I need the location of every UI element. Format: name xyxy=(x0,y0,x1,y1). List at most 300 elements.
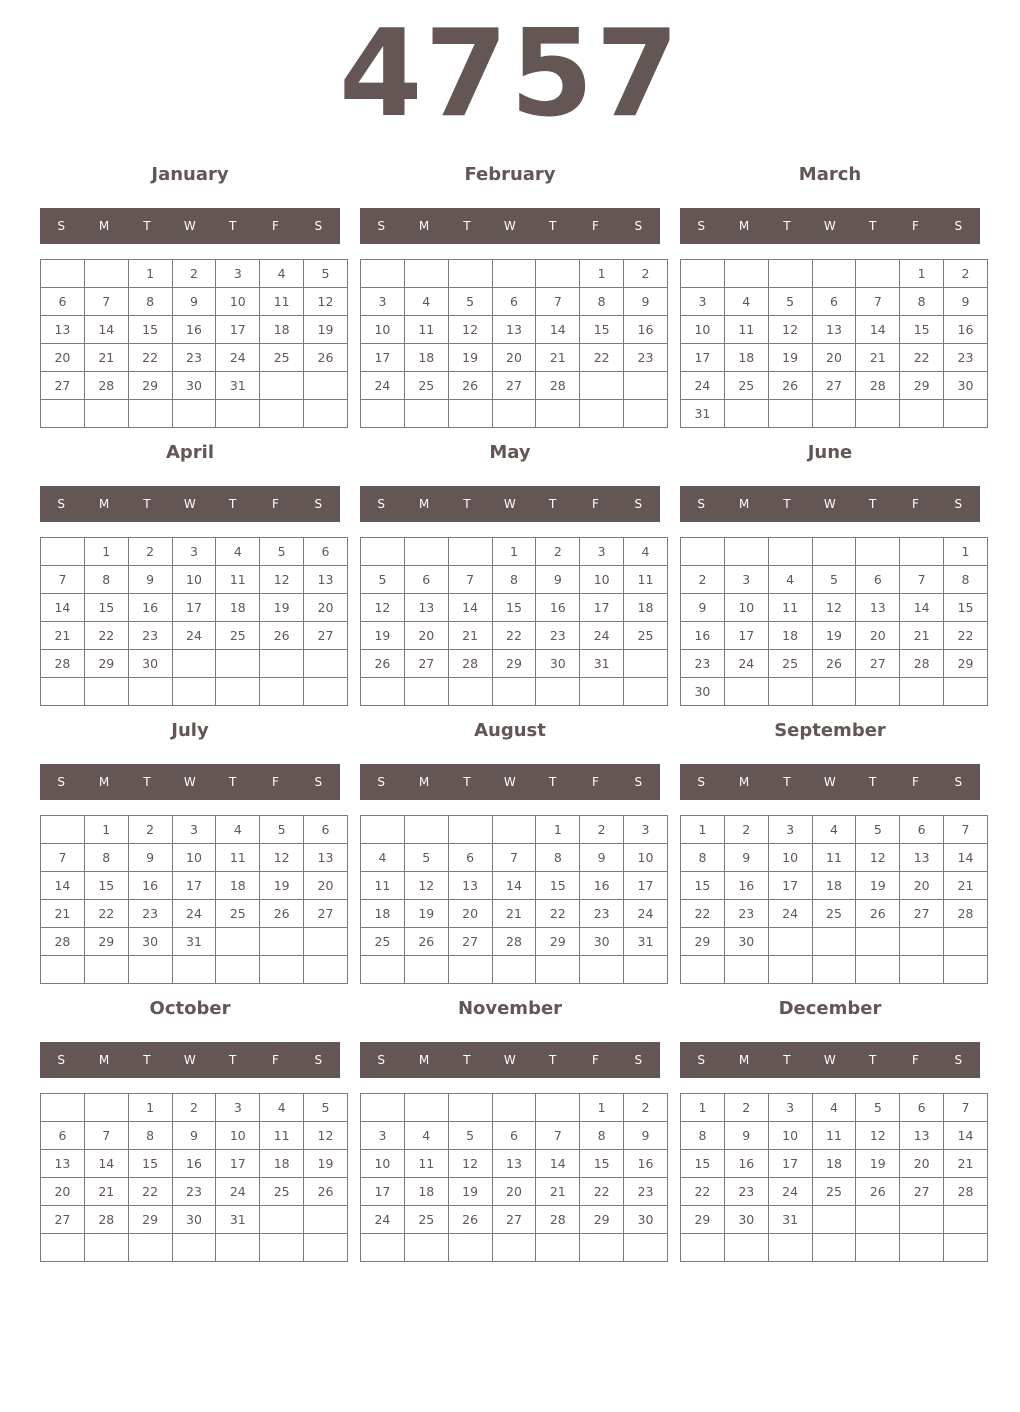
day-cell: 17 xyxy=(172,872,216,900)
month-title: November xyxy=(457,998,563,1019)
day-cell: 5 xyxy=(404,844,448,872)
week-row xyxy=(41,650,348,678)
weekday-label: T xyxy=(868,219,877,233)
empty-cell xyxy=(724,678,768,706)
day-cell: 21 xyxy=(536,344,580,372)
empty-cell xyxy=(681,260,725,288)
day-cell: 11 xyxy=(768,594,812,622)
empty-cell xyxy=(492,400,536,428)
empty-cell xyxy=(404,260,448,288)
week-row xyxy=(361,872,668,900)
day-cell: 19 xyxy=(448,344,492,372)
day-cell: 20 xyxy=(492,1178,536,1206)
day-cell: 26 xyxy=(448,1206,492,1234)
week-row xyxy=(681,260,988,288)
weekday-label: T xyxy=(548,497,557,511)
day-cell: 31 xyxy=(216,372,260,400)
empty-cell xyxy=(128,400,172,428)
empty-cell xyxy=(304,1206,348,1234)
day-cell: 6 xyxy=(812,288,856,316)
empty-cell xyxy=(900,1234,944,1262)
day-cell: 12 xyxy=(361,594,405,622)
week-row xyxy=(361,260,668,288)
day-cell: 23 xyxy=(681,650,725,678)
day-cell: 20 xyxy=(856,622,900,650)
day-cell: 14 xyxy=(41,872,85,900)
month-title: March xyxy=(798,164,862,185)
day-cell: 1 xyxy=(492,538,536,566)
weekday-label: T xyxy=(463,775,472,789)
day-cell: 30 xyxy=(128,650,172,678)
empty-cell xyxy=(856,1234,900,1262)
day-grid xyxy=(680,537,988,706)
empty-cell xyxy=(856,538,900,566)
day-cell: 13 xyxy=(41,316,85,344)
day-cell: 27 xyxy=(492,372,536,400)
weekday-header xyxy=(680,764,980,800)
day-cell: 17 xyxy=(361,1178,405,1206)
day-cell: 13 xyxy=(900,844,944,872)
day-cell: 2 xyxy=(128,538,172,566)
week-row xyxy=(41,844,348,872)
day-cell: 19 xyxy=(260,872,304,900)
week-row xyxy=(41,344,348,372)
day-cell: 16 xyxy=(536,594,580,622)
empty-cell xyxy=(580,1234,624,1262)
day-cell: 7 xyxy=(492,844,536,872)
day-cell: 7 xyxy=(900,566,944,594)
month-title: January xyxy=(151,164,229,185)
weekday-label: S xyxy=(954,497,963,511)
day-cell: 28 xyxy=(41,650,85,678)
weekday-label: S xyxy=(314,219,323,233)
day-cell: 4 xyxy=(361,844,405,872)
weekday-label: M xyxy=(738,1053,750,1067)
day-cell: 28 xyxy=(84,372,128,400)
empty-cell xyxy=(768,538,812,566)
day-cell: 20 xyxy=(304,872,348,900)
weekday-label: S xyxy=(57,1053,66,1067)
week-row xyxy=(361,538,668,566)
empty-cell xyxy=(172,400,216,428)
empty-cell xyxy=(724,538,768,566)
day-cell: 16 xyxy=(580,872,624,900)
weekday-label: M xyxy=(98,497,110,511)
empty-cell xyxy=(128,1234,172,1262)
day-cell: 16 xyxy=(172,1150,216,1178)
empty-cell xyxy=(260,372,304,400)
day-cell: 26 xyxy=(260,900,304,928)
empty-cell xyxy=(260,956,304,984)
weekday-label: T xyxy=(548,219,557,233)
day-cell: 17 xyxy=(216,1150,260,1178)
empty-cell xyxy=(448,678,492,706)
day-cell: 19 xyxy=(404,900,448,928)
day-cell: 27 xyxy=(900,900,944,928)
weekday-header xyxy=(680,1042,980,1078)
empty-cell xyxy=(580,956,624,984)
weekday-label: F xyxy=(272,775,280,789)
empty-cell xyxy=(41,1094,85,1122)
empty-cell xyxy=(812,538,856,566)
day-cell: 26 xyxy=(361,650,405,678)
empty-cell xyxy=(404,538,448,566)
day-cell: 2 xyxy=(624,1094,668,1122)
day-cell: 3 xyxy=(681,288,725,316)
week-row xyxy=(361,400,668,428)
day-cell: 8 xyxy=(84,566,128,594)
day-cell: 7 xyxy=(856,288,900,316)
week-row xyxy=(361,678,668,706)
day-cell: 11 xyxy=(260,1122,304,1150)
day-cell: 8 xyxy=(681,844,725,872)
day-cell: 31 xyxy=(624,928,668,956)
empty-cell xyxy=(216,678,260,706)
empty-cell xyxy=(172,1234,216,1262)
day-cell: 14 xyxy=(944,844,988,872)
day-cell: 27 xyxy=(304,900,348,928)
day-cell: 26 xyxy=(812,650,856,678)
day-cell: 31 xyxy=(216,1206,260,1234)
day-cell: 2 xyxy=(724,1094,768,1122)
weekday-label: F xyxy=(592,1053,600,1067)
day-cell: 10 xyxy=(172,844,216,872)
empty-cell xyxy=(304,372,348,400)
week-row xyxy=(361,594,668,622)
weekday-label: F xyxy=(272,219,280,233)
week-row xyxy=(681,1122,988,1150)
day-cell: 5 xyxy=(361,566,405,594)
day-cell: 5 xyxy=(260,816,304,844)
weekday-label: T xyxy=(228,775,237,789)
day-cell: 5 xyxy=(812,566,856,594)
day-cell: 13 xyxy=(304,844,348,872)
day-cell: 18 xyxy=(361,900,405,928)
day-cell: 10 xyxy=(580,566,624,594)
empty-cell xyxy=(492,678,536,706)
empty-cell xyxy=(536,956,580,984)
day-cell: 28 xyxy=(41,928,85,956)
empty-cell xyxy=(128,956,172,984)
day-cell: 5 xyxy=(260,538,304,566)
day-cell: 3 xyxy=(768,1094,812,1122)
day-cell: 27 xyxy=(492,1206,536,1234)
weekday-label: T xyxy=(228,219,237,233)
day-cell: 19 xyxy=(260,594,304,622)
week-row xyxy=(681,872,988,900)
day-grid xyxy=(680,259,988,428)
weekday-label: W xyxy=(823,1053,837,1067)
weekday-header xyxy=(360,486,660,522)
day-cell: 18 xyxy=(624,594,668,622)
empty-cell xyxy=(812,1206,856,1234)
week-row xyxy=(41,594,348,622)
weekday-label: W xyxy=(183,497,197,511)
day-cell: 1 xyxy=(128,260,172,288)
day-cell: 24 xyxy=(361,372,405,400)
day-cell: 27 xyxy=(404,650,448,678)
day-cell: 10 xyxy=(216,288,260,316)
empty-cell xyxy=(304,678,348,706)
weekday-header xyxy=(360,764,660,800)
day-cell: 15 xyxy=(580,1150,624,1178)
empty-cell xyxy=(304,650,348,678)
day-cell: 4 xyxy=(216,816,260,844)
day-cell: 20 xyxy=(41,344,85,372)
day-cell: 12 xyxy=(304,1122,348,1150)
year-title: 4757 xyxy=(339,5,681,144)
day-cell: 8 xyxy=(84,844,128,872)
day-cell: 26 xyxy=(404,928,448,956)
day-cell: 19 xyxy=(812,622,856,650)
day-cell: 30 xyxy=(580,928,624,956)
day-cell: 11 xyxy=(216,566,260,594)
weekday-label: F xyxy=(592,497,600,511)
day-cell: 23 xyxy=(724,1178,768,1206)
empty-cell xyxy=(812,678,856,706)
day-cell: 29 xyxy=(84,928,128,956)
week-row xyxy=(41,816,348,844)
day-cell: 5 xyxy=(448,1122,492,1150)
day-cell: 2 xyxy=(536,538,580,566)
day-cell: 25 xyxy=(216,622,260,650)
weekday-label: T xyxy=(463,497,472,511)
weekday-label: T xyxy=(783,775,792,789)
day-cell: 14 xyxy=(856,316,900,344)
empty-cell xyxy=(448,1094,492,1122)
day-cell: 4 xyxy=(404,1122,448,1150)
day-cell: 7 xyxy=(84,1122,128,1150)
day-cell: 2 xyxy=(681,566,725,594)
empty-cell xyxy=(768,678,812,706)
day-cell: 28 xyxy=(536,1206,580,1234)
month-title: September xyxy=(774,720,886,741)
weekday-label: W xyxy=(183,775,197,789)
weekday-label: W xyxy=(503,1053,517,1067)
day-cell: 23 xyxy=(172,1178,216,1206)
weekday-label: S xyxy=(954,219,963,233)
week-row xyxy=(361,1150,668,1178)
day-cell: 21 xyxy=(492,900,536,928)
empty-cell xyxy=(84,260,128,288)
day-cell: 11 xyxy=(361,872,405,900)
empty-cell xyxy=(404,678,448,706)
weekday-label: W xyxy=(503,775,517,789)
weekday-label: S xyxy=(634,497,643,511)
day-cell: 12 xyxy=(448,316,492,344)
empty-cell xyxy=(624,372,668,400)
day-cell: 22 xyxy=(580,344,624,372)
day-cell: 26 xyxy=(304,344,348,372)
weekday-label: F xyxy=(912,497,920,511)
day-cell: 1 xyxy=(128,1094,172,1122)
day-cell: 25 xyxy=(624,622,668,650)
day-cell: 25 xyxy=(724,372,768,400)
weekday-label: S xyxy=(377,497,386,511)
weekday-label: S xyxy=(634,775,643,789)
day-cell: 2 xyxy=(624,260,668,288)
day-cell: 18 xyxy=(216,872,260,900)
day-cell: 27 xyxy=(856,650,900,678)
weekday-label: T xyxy=(548,1053,557,1067)
day-grid xyxy=(40,1093,348,1262)
day-cell: 17 xyxy=(724,622,768,650)
day-cell: 2 xyxy=(944,260,988,288)
week-row xyxy=(681,566,988,594)
day-cell: 18 xyxy=(260,316,304,344)
day-cell: 8 xyxy=(944,566,988,594)
week-row xyxy=(361,956,668,984)
day-cell: 4 xyxy=(724,288,768,316)
day-cell: 30 xyxy=(536,650,580,678)
week-row xyxy=(681,1234,988,1262)
day-cell: 16 xyxy=(128,872,172,900)
day-cell: 8 xyxy=(536,844,580,872)
weekday-label: F xyxy=(912,1053,920,1067)
week-row xyxy=(361,1178,668,1206)
day-cell: 17 xyxy=(172,594,216,622)
empty-cell xyxy=(404,956,448,984)
day-cell: 20 xyxy=(404,622,448,650)
weekday-label: F xyxy=(592,775,600,789)
empty-cell xyxy=(84,956,128,984)
month-title: October xyxy=(149,998,231,1019)
empty-cell xyxy=(404,816,448,844)
week-row xyxy=(361,900,668,928)
weekday-label: T xyxy=(783,219,792,233)
day-cell: 28 xyxy=(448,650,492,678)
day-cell: 13 xyxy=(900,1122,944,1150)
month-title: June xyxy=(807,442,853,463)
empty-cell xyxy=(41,816,85,844)
day-cell: 18 xyxy=(216,594,260,622)
empty-cell xyxy=(856,260,900,288)
day-cell: 1 xyxy=(681,816,725,844)
week-row xyxy=(681,650,988,678)
day-cell: 17 xyxy=(768,1150,812,1178)
day-cell: 3 xyxy=(724,566,768,594)
week-row xyxy=(41,400,348,428)
week-row xyxy=(681,594,988,622)
day-cell: 3 xyxy=(172,816,216,844)
day-cell: 14 xyxy=(944,1122,988,1150)
day-cell: 12 xyxy=(304,288,348,316)
day-cell: 7 xyxy=(944,816,988,844)
day-cell: 20 xyxy=(812,344,856,372)
empty-cell xyxy=(944,956,988,984)
week-row xyxy=(361,372,668,400)
day-cell: 22 xyxy=(84,622,128,650)
day-cell: 15 xyxy=(84,594,128,622)
month-title: May xyxy=(489,442,531,463)
day-cell: 12 xyxy=(768,316,812,344)
week-row xyxy=(681,372,988,400)
empty-cell xyxy=(216,400,260,428)
day-cell: 17 xyxy=(681,344,725,372)
day-cell: 29 xyxy=(492,650,536,678)
week-row xyxy=(41,1178,348,1206)
week-row xyxy=(361,1094,668,1122)
day-cell: 25 xyxy=(361,928,405,956)
weekday-header xyxy=(40,1042,340,1078)
day-cell: 22 xyxy=(944,622,988,650)
empty-cell xyxy=(624,1234,668,1262)
empty-cell xyxy=(944,400,988,428)
empty-cell xyxy=(448,816,492,844)
weekday-header xyxy=(360,208,660,244)
empty-cell xyxy=(768,956,812,984)
week-row xyxy=(41,928,348,956)
week-row xyxy=(41,1206,348,1234)
month-title: August xyxy=(474,720,546,741)
week-row xyxy=(41,872,348,900)
day-cell: 15 xyxy=(128,1150,172,1178)
weekday-header xyxy=(680,486,980,522)
weekday-label: T xyxy=(463,219,472,233)
empty-cell xyxy=(361,538,405,566)
day-cell: 21 xyxy=(900,622,944,650)
empty-cell xyxy=(492,260,536,288)
week-row xyxy=(361,650,668,678)
week-row xyxy=(41,288,348,316)
day-cell: 12 xyxy=(404,872,448,900)
day-cell: 24 xyxy=(172,900,216,928)
day-cell: 1 xyxy=(580,260,624,288)
empty-cell xyxy=(260,1234,304,1262)
day-cell: 13 xyxy=(404,594,448,622)
weekday-label: S xyxy=(377,775,386,789)
week-row xyxy=(41,538,348,566)
empty-cell xyxy=(812,928,856,956)
day-cell: 10 xyxy=(724,594,768,622)
day-cell: 11 xyxy=(812,1122,856,1150)
day-cell: 13 xyxy=(304,566,348,594)
empty-cell xyxy=(724,956,768,984)
weekday-label: S xyxy=(697,1053,706,1067)
day-cell: 6 xyxy=(41,288,85,316)
empty-cell xyxy=(260,400,304,428)
day-cell: 10 xyxy=(216,1122,260,1150)
day-cell: 10 xyxy=(361,1150,405,1178)
day-cell: 5 xyxy=(304,1094,348,1122)
day-cell: 26 xyxy=(448,372,492,400)
day-cell: 19 xyxy=(856,872,900,900)
day-cell: 30 xyxy=(724,928,768,956)
day-cell: 12 xyxy=(856,1122,900,1150)
week-row xyxy=(41,1094,348,1122)
day-cell: 22 xyxy=(128,1178,172,1206)
week-row xyxy=(681,1094,988,1122)
day-cell: 24 xyxy=(724,650,768,678)
day-cell: 17 xyxy=(768,872,812,900)
day-cell: 13 xyxy=(492,1150,536,1178)
week-row xyxy=(41,260,348,288)
day-cell: 6 xyxy=(492,288,536,316)
empty-cell xyxy=(900,956,944,984)
day-cell: 14 xyxy=(84,1150,128,1178)
empty-cell xyxy=(624,956,668,984)
day-cell: 26 xyxy=(856,1178,900,1206)
day-cell: 28 xyxy=(944,1178,988,1206)
day-cell: 13 xyxy=(492,316,536,344)
empty-cell xyxy=(260,928,304,956)
day-cell: 15 xyxy=(536,872,580,900)
empty-cell xyxy=(900,928,944,956)
week-row xyxy=(681,1150,988,1178)
day-cell: 25 xyxy=(812,1178,856,1206)
empty-cell xyxy=(41,1234,85,1262)
day-cell: 29 xyxy=(681,1206,725,1234)
